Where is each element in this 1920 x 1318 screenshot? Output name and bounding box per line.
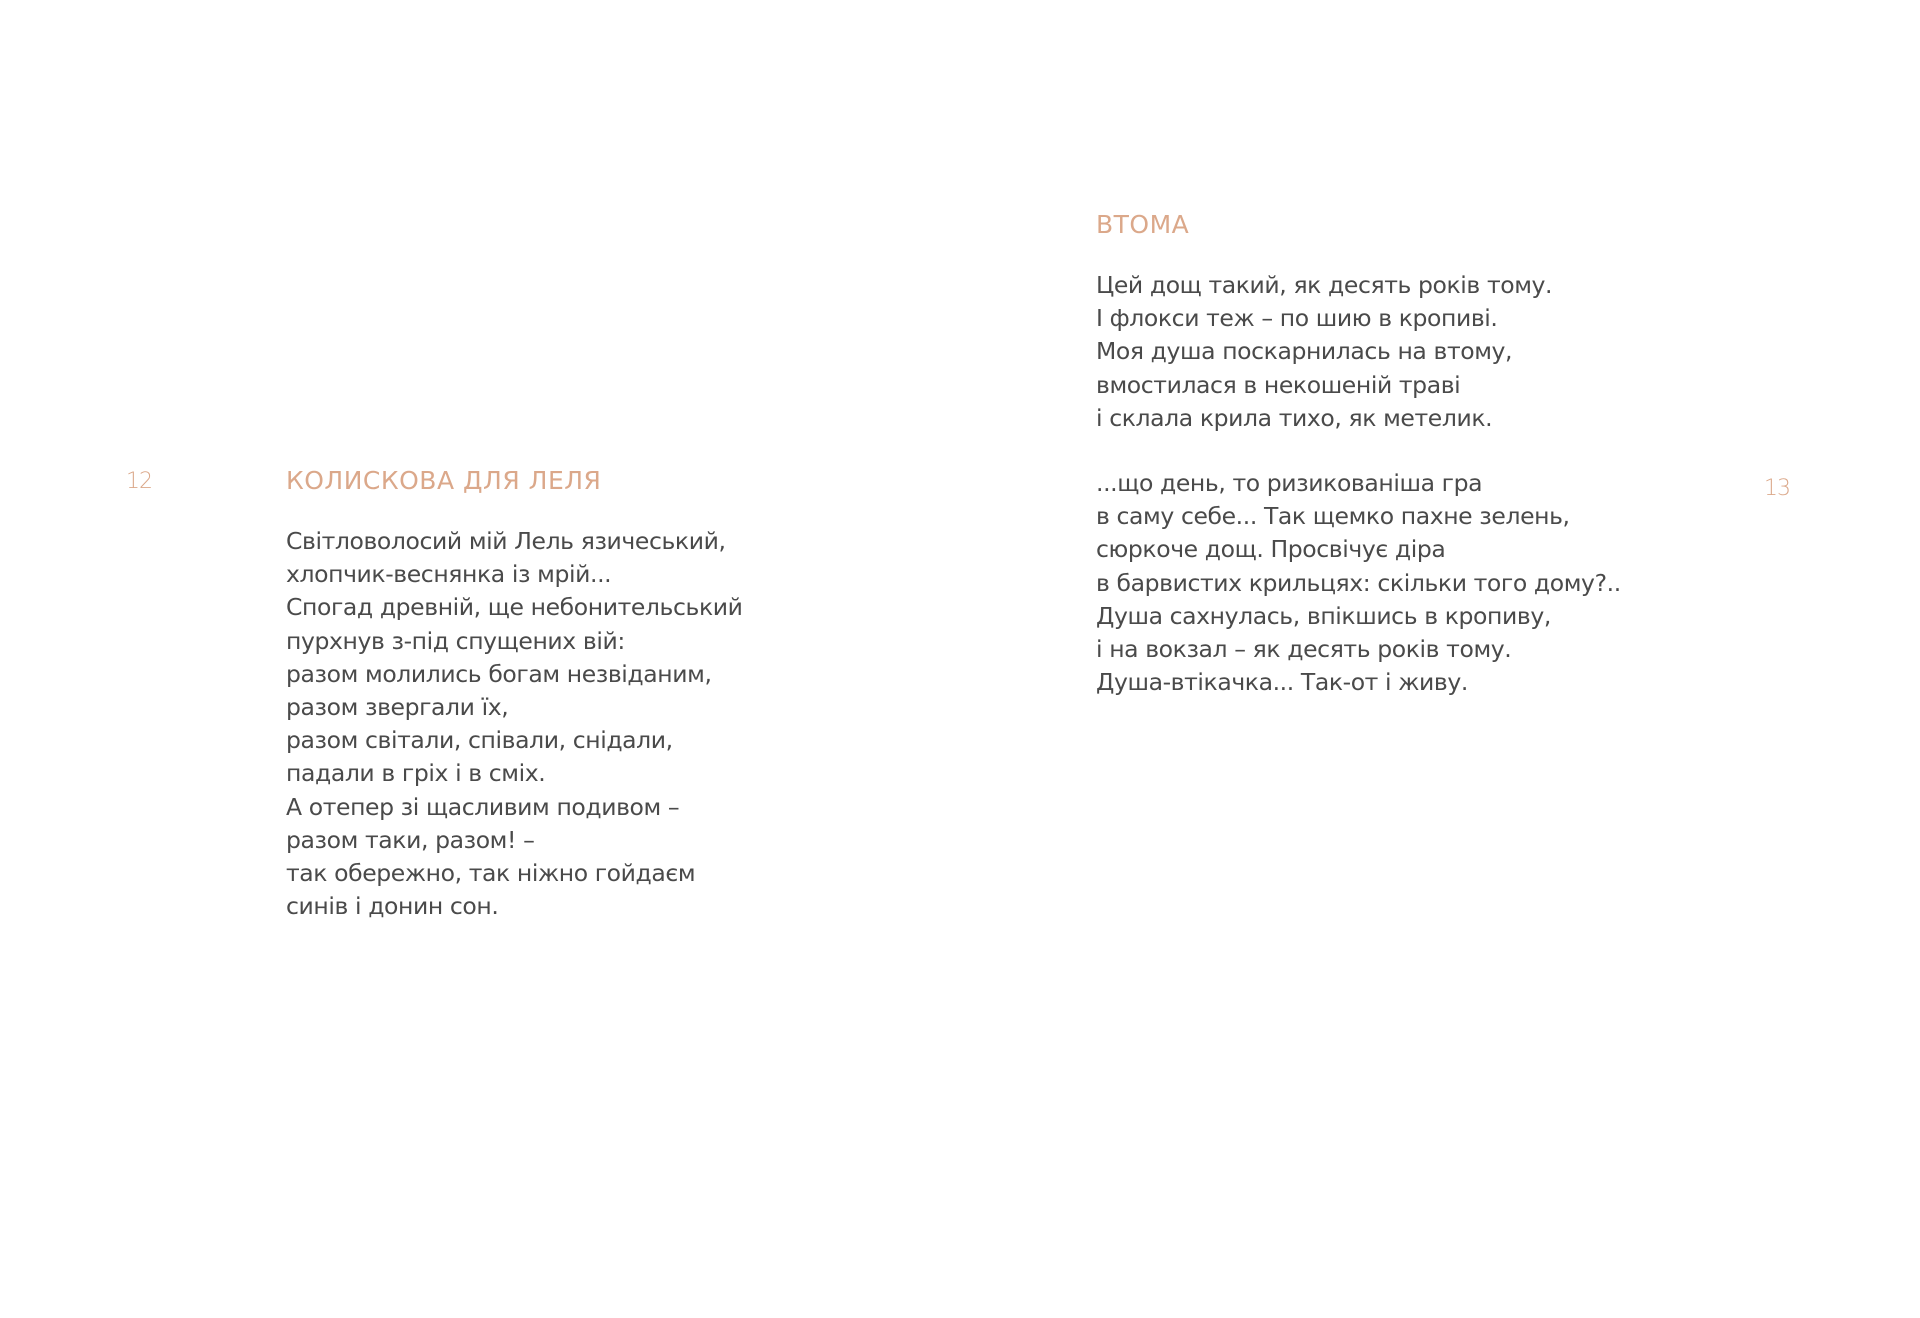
poem-line: разом світали, співали, снідали, bbox=[286, 726, 673, 755]
poem-line: вмостилася в некошеній траві bbox=[1096, 370, 1461, 399]
poem-line: ...що день, то ризикованіша гра bbox=[1096, 469, 1483, 498]
poem-title-left: КОЛИСКОВА ДЛЯ ЛЕЛЯ bbox=[286, 466, 602, 495]
poem-line: сюркоче дощ. Просвічує діра bbox=[1096, 535, 1446, 564]
poem-line: разом молились богам незвіданим, bbox=[286, 659, 712, 688]
stanza bbox=[1096, 269, 1716, 435]
poem-line: падали в гріх і в сміх. bbox=[286, 759, 546, 788]
poem-line: Душа-втікачка... Так-от і живу. bbox=[1096, 668, 1468, 697]
poem-right bbox=[1096, 210, 1716, 731]
stanza bbox=[286, 525, 846, 923]
poem-title-right: ВТОМА bbox=[1096, 210, 1190, 239]
poem-line: в саму себе... Так щемко пахне зелень, bbox=[1096, 502, 1570, 531]
poem-line: Спогад древній, ще небонительський bbox=[286, 593, 743, 622]
poem-line: Світловолосий мій Лель язичеський, bbox=[286, 527, 726, 555]
page-number-left: 12 bbox=[126, 469, 152, 494]
page-number-right: 13 bbox=[1764, 476, 1790, 501]
poem-line: разом звергали їх, bbox=[286, 693, 509, 722]
stanza bbox=[1096, 467, 1716, 699]
poem-line: і на вокзал – як десять років тому. bbox=[1096, 635, 1512, 664]
poem-line: синів і донин сон. bbox=[286, 892, 499, 921]
poem-line: так обережно, так ніжно гойдаєм bbox=[286, 859, 696, 888]
poem-line: пурхнув з-під спущених вій: bbox=[286, 626, 625, 655]
poem-line: Моя душа поскарнилась на втому, bbox=[1096, 337, 1513, 366]
poem-line: разом таки, разом! – bbox=[286, 825, 535, 854]
poem-line: І флокси теж – по шию в кропиві. bbox=[1096, 304, 1498, 333]
poem-line: Цей дощ такий, як десять років тому. bbox=[1096, 271, 1553, 299]
poem-line: і склала крила тихо, як метелик. bbox=[1096, 403, 1493, 432]
poem-line: А отепер зі щасливим подивом – bbox=[286, 792, 680, 821]
poem-line: в барвистих крильцях: скільки того дому?.. bbox=[1096, 568, 1621, 597]
poem-line: Душа сахнулась, впікшись в кропиву, bbox=[1096, 601, 1551, 630]
poem-left bbox=[286, 466, 846, 955]
poem-line: хлопчик-веснянка із мрій... bbox=[286, 560, 612, 589]
